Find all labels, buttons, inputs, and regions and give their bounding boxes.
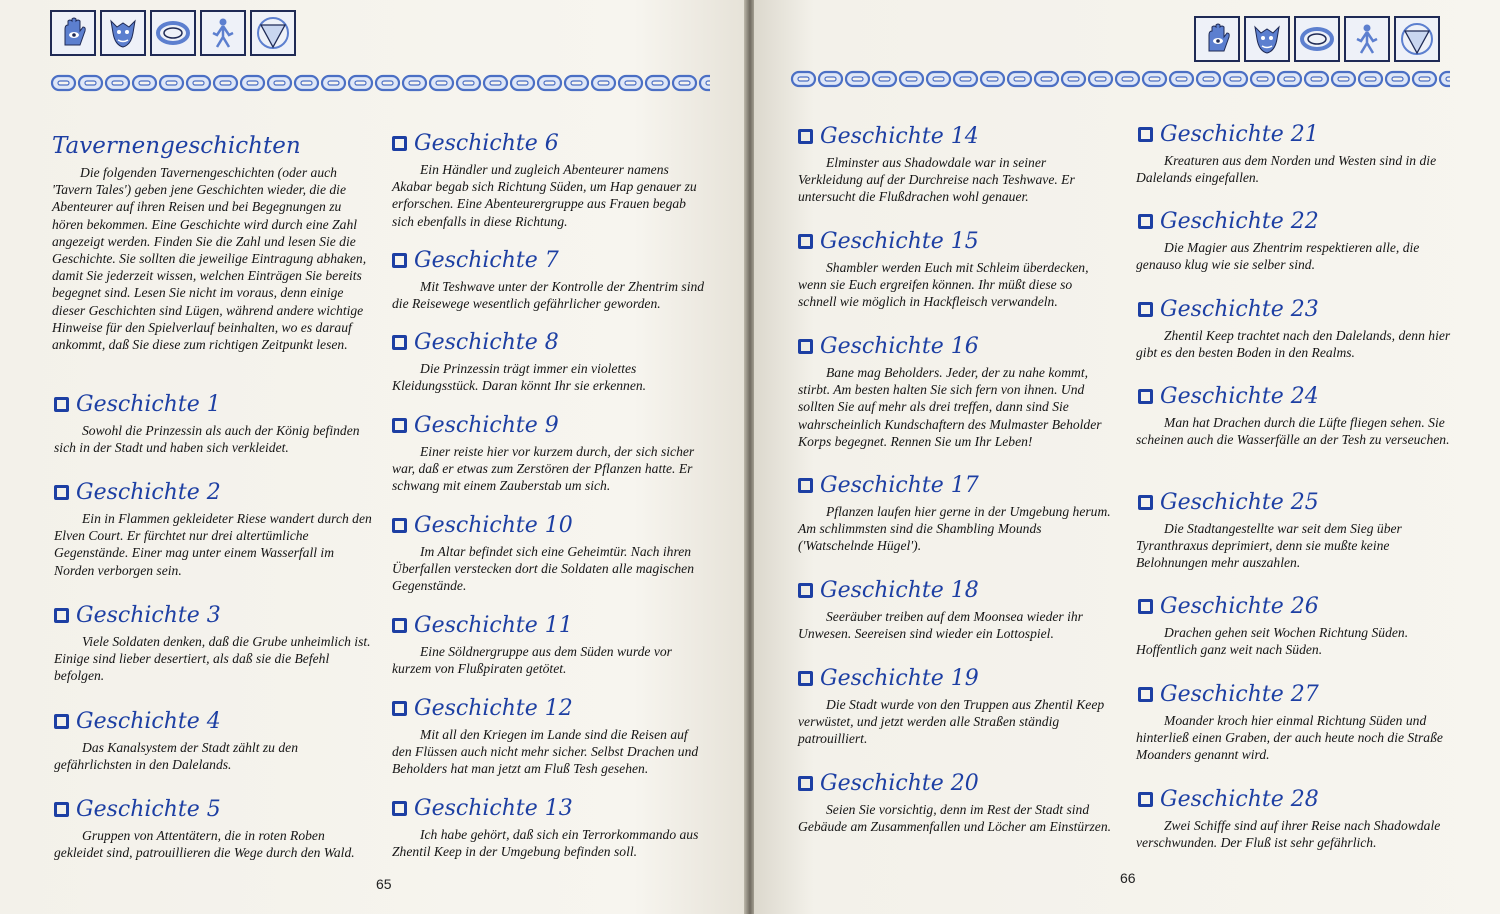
story-title: Geschichte 9 [414, 413, 559, 438]
story-header[interactable] [1138, 682, 1319, 707]
story-title: Geschichte 1 [76, 392, 221, 417]
checkbox[interactable] [1138, 127, 1153, 142]
story-text: Pflanzen laufen hier gerne in der Umgebung herum. Am schlimmsten sind die Shambling Mounds ('Watschelnde Hügel'). [798, 504, 1111, 554]
story-title: Geschichte 6 [414, 131, 559, 156]
checkbox[interactable] [798, 776, 813, 791]
checkbox[interactable] [392, 801, 407, 816]
story-text: Die Prinzessin trägt immer ein violettes Kleidungsstück. Daran könnt Ihr sie erkennen. [392, 361, 647, 394]
story-title: Geschichte 26 [1160, 594, 1319, 619]
demon-mask-icon [1244, 16, 1290, 62]
story-header[interactable] [54, 709, 221, 734]
checkbox[interactable] [392, 418, 407, 433]
story-title: Geschichte 18 [820, 578, 979, 603]
story-header[interactable] [392, 696, 573, 721]
ring-icon [1294, 16, 1340, 62]
story-title: Geschichte 7 [414, 248, 559, 273]
story-text: Mit Teshwave unter der Kontrolle der Zhentrim sind die Reisewege wesentlich gefährlicher geworden. [392, 279, 705, 312]
checkbox[interactable] [392, 701, 407, 716]
story-title: Geschichte 23 [1160, 297, 1319, 322]
story-title: Geschichte 11 [414, 613, 573, 638]
story-header[interactable] [798, 334, 979, 359]
checkbox[interactable] [798, 129, 813, 144]
checkbox[interactable] [1138, 687, 1153, 702]
story-title: Geschichte 16 [820, 334, 979, 359]
checkbox[interactable] [798, 583, 813, 598]
story-header[interactable] [392, 796, 573, 821]
checkbox[interactable] [392, 136, 407, 151]
story-header[interactable] [1138, 384, 1319, 409]
hand-eye-icon [50, 10, 96, 56]
demon-mask-icon [100, 10, 146, 56]
story-title: Geschichte 12 [414, 696, 573, 721]
story-header[interactable] [798, 771, 979, 796]
story-title: Geschichte 2 [76, 480, 221, 505]
story-text: Kreaturen aus dem Norden und Westen sind in die Dalelands eingefallen. [1136, 153, 1437, 186]
story-text: Man hat Drachen durch die Lüfte fliegen sehen. Sie scheinen auch die Wasserfälle an der Tesh zu verseuchen. [1136, 415, 1450, 448]
story-title: Geschichte 5 [76, 797, 221, 822]
story-header[interactable] [54, 480, 221, 505]
story-header[interactable] [1138, 490, 1319, 515]
checkbox[interactable] [1138, 214, 1153, 229]
story-header[interactable] [798, 124, 979, 149]
ring-icon [150, 10, 196, 56]
story-header[interactable] [392, 248, 559, 273]
checkbox[interactable] [392, 618, 407, 633]
story-text: Zwei Schiffe sind auf ihrer Reise nach Shadowdale verschwunden. Der Fluß ist sehr gefährlich. [1136, 818, 1441, 851]
page-number: 65 [376, 876, 392, 892]
story-text: Die Magier aus Zhentrim respektieren alle, die genauso klug wie sie selber sind. [1136, 240, 1420, 273]
checkbox[interactable] [1138, 495, 1153, 510]
story-text: Einer reiste hier vor kurzem durch, der sich sicher war, daß er etwas zum Zerstören der Pflanzen hatte. Er schwang mit einem Zauberstab um sich. [392, 444, 695, 494]
triangle-circle-icon [250, 10, 296, 56]
right-icon-row [1194, 16, 1440, 62]
story-text: Moander kroch hier einmal Richtung Süden und hinterließ einen Graben, der auch heute noch die Straße Moanders genannt wird. [1136, 713, 1443, 763]
story-text: Elminster aus Shadowdale war in seiner Verkleidung auf der Durchreise nach Teshwave. Er untersucht die Flußdrachen wohl genauer. [798, 155, 1075, 205]
story-title: Geschichte 3 [76, 603, 221, 628]
checkbox[interactable] [798, 671, 813, 686]
story-title: Geschichte 19 [820, 666, 979, 691]
story-text: Mit all den Kriegen im Lande sind die Reisen auf den Flüssen auch nicht mehr sicher. Selbst Drachen und Beholders hat man jetzt am Fluß Tesh gesehen. [392, 727, 699, 777]
story-text: Ich habe gehört, daß sich ein Terrorkommando aus Zhentil Keep in der Umgebung befinden soll. [392, 827, 699, 860]
checkbox[interactable] [54, 397, 69, 412]
story-text: Das Kanalsystem der Stadt zählt zu den gefährlichsten in den Dalelands. [54, 740, 298, 773]
story-title: Geschichte 27 [1160, 682, 1319, 707]
checkbox[interactable] [1138, 599, 1153, 614]
story-text: Eine Söldnergruppe aus dem Süden wurde vor kurzem von Flußpiraten getötet. [392, 644, 672, 677]
story-title: Geschichte 25 [1160, 490, 1319, 515]
story-title: Geschichte 8 [414, 330, 559, 355]
right-page [754, 0, 1500, 914]
story-text: Seien Sie vorsichtig, denn im Rest der Stadt sind Gebäude am Zusammenfallen und Löcher am Einstürzen. [798, 802, 1112, 835]
story-header[interactable] [392, 513, 573, 538]
story-title: Geschichte 24 [1160, 384, 1319, 409]
story-header[interactable] [54, 797, 221, 822]
checkbox[interactable] [1138, 302, 1153, 317]
story-header[interactable] [1138, 787, 1319, 812]
story-header[interactable] [392, 413, 559, 438]
story-title: Geschichte 10 [414, 513, 573, 538]
story-text: Drachen gehen seit Wochen Richtung Süden. Hoffentlich ganz weit nach Süden. [1136, 625, 1409, 658]
checkbox[interactable] [1138, 792, 1153, 807]
story-header[interactable] [1138, 122, 1319, 147]
story-header[interactable] [798, 666, 979, 691]
story-text: Seeräuber treiben auf dem Moonsea wieder ihr Unwesen. Seereisen sind wieder ein Lottospiel. [798, 609, 1083, 642]
checkbox[interactable] [54, 714, 69, 729]
story-text: Shambler werden Euch mit Schleim überdecken, wenn sie Euch ergreifen können. Ihr müßt diese so schnell wie möglich in Hackfleisch verwandeln. [798, 260, 1089, 310]
story-title: Geschichte 21 [1160, 122, 1319, 147]
story-header[interactable] [392, 131, 559, 156]
story-text: Bane mag Beholders. Jeder, der zu nahe kommt, stirbt. Am besten halten Sie sich fern von ihnen. Und sollten Sie auf mehr als drei treffen, dann sind Sie wahrscheinlich Kundschaftern des Mulmaster Beholder Korps begegnet. Rennen Sie um Ihr Leben! [798, 365, 1102, 449]
story-header[interactable] [392, 330, 559, 355]
story-header[interactable] [1138, 594, 1319, 619]
story-title: Geschichte 17 [820, 473, 979, 498]
left-page [0, 0, 746, 914]
story-title: Geschichte 15 [820, 229, 979, 254]
story-text: Zhentil Keep trachtet nach den Dalelands, denn hier gibt es den besten Boden in den Realms. [1136, 328, 1451, 361]
checkbox[interactable] [54, 608, 69, 623]
story-text: Sowohl die Prinzessin als auch der König befinden sich in der Stadt und haben sich verkleidet. [54, 423, 360, 456]
story-text: Im Altar befindet sich eine Geheimtür. Nach ihren Überfallen verstecken dort die Soldaten alle magischen Gegenstände. [392, 544, 695, 594]
page-number: 66 [1120, 870, 1136, 886]
story-text: Viele Soldaten denken, daß die Grube unheimlich ist. Einige sind lieber desertiert, als daß sie die Befehl befolgen. [54, 634, 371, 684]
chain-divider [50, 72, 710, 94]
story-text: Die Stadt wurde von den Truppen aus Zhentil Keep verwüstet, und jetzt werden alle Straßen ständig patrouilliert. [798, 697, 1105, 747]
story-header[interactable] [798, 578, 979, 603]
story-header[interactable] [392, 613, 573, 638]
triangle-circle-icon [1394, 16, 1440, 62]
story-title: Geschichte 13 [414, 796, 573, 821]
dancer-icon [200, 10, 246, 56]
story-header[interactable] [54, 603, 221, 628]
story-header[interactable] [1138, 209, 1319, 234]
checkbox[interactable] [1138, 389, 1153, 404]
story-text: Ein in Flammen gekleideter Riese wandert durch den Elven Court. Er fürchtet nur drei altertümliche Gegenstände. Einer mag unter einem Wasserfall im Norden verborgen sein. [54, 511, 372, 578]
checkbox[interactable] [798, 234, 813, 249]
story-title: Geschichte 28 [1160, 787, 1319, 812]
story-header[interactable] [54, 392, 221, 417]
checkbox[interactable] [392, 518, 407, 533]
story-title: Geschichte 4 [76, 709, 221, 734]
page-title: Tavernengeschichten [52, 133, 301, 159]
dancer-icon [1344, 16, 1390, 62]
intro-text: Die folgenden Tavernengeschichten (oder auch 'Tavern Tales') geben jene Geschichten wieder, die die Abenteurer auf ihren Reisen und bei Begegnungen zu hören bekommen. Eine Geschichte wird durch eine Zahl angezeigt werden. Finden Sie die Zahl und lesen Sie die Geschichte. Sie sollten die jeweilige Eintragung abhaken, damit Sie jederzeit wissen, welchen Einträgen Sie bereits begegnet sind. Lesen Sie nicht im voraus, denn einige dieser Geschichten sind Lügen, während andere wichtige Hinweise für den Spielverlauf beinhalten, wo es darauf ankommt, daß Sie diese zum richtigen Zeitpunkt lesen. [52, 165, 367, 353]
story-header[interactable] [798, 473, 979, 498]
story-text: Gruppen von Attentätern, die in roten Roben gekleidet sind, patrouillieren die Wege durch den Wald. [54, 828, 355, 861]
chain-divider [790, 68, 1450, 90]
hand-eye-icon [1194, 16, 1240, 62]
story-text: Ein Händler und zugleich Abenteurer namens Akabar begab sich Richtung Süden, um Hap genauer zu erforschen. Eine Abenteurergruppe aus Frauen begab sich ebenfalls in diese Richtung. [392, 162, 697, 229]
checkbox[interactable] [392, 335, 407, 350]
left-icon-row [50, 10, 296, 56]
checkbox[interactable] [54, 485, 69, 500]
story-header[interactable] [798, 229, 979, 254]
checkbox[interactable] [54, 802, 69, 817]
story-text: Die Stadtangestellte war seit dem Sieg über Tyranthraxus deprimiert, denn sie mußte keine Belohnungen mehr auszahlen. [1136, 521, 1402, 571]
story-title: Geschichte 20 [820, 771, 979, 796]
story-header[interactable] [1138, 297, 1319, 322]
checkbox[interactable] [798, 478, 813, 493]
checkbox[interactable] [798, 339, 813, 354]
checkbox[interactable] [392, 253, 407, 268]
story-title: Geschichte 14 [820, 124, 979, 149]
story-title: Geschichte 22 [1160, 209, 1319, 234]
